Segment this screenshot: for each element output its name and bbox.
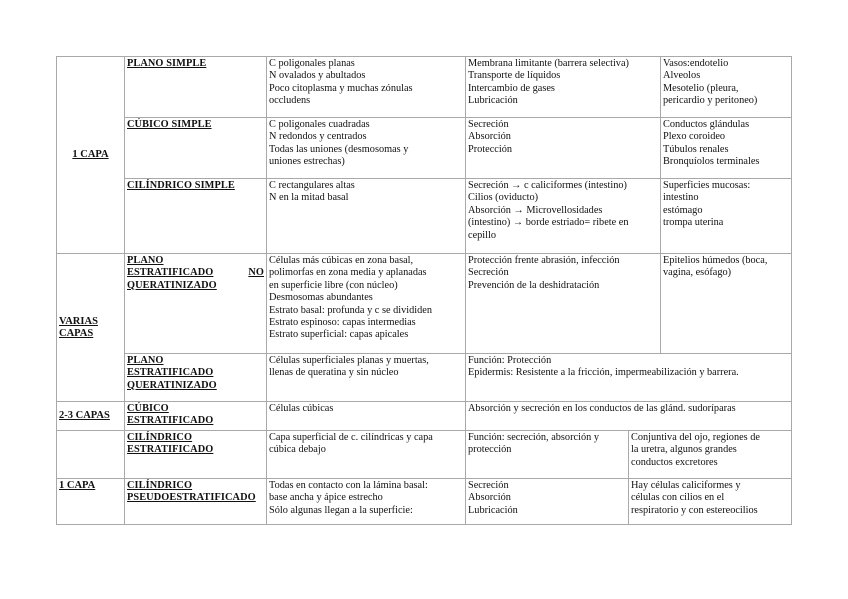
type-cell-plano-estratificado-queratinizado: PLANO ESTRATIFICADO QUERATINIZADO [125,354,267,402]
function-cell: Secreción Absorción Lubricación [466,479,629,525]
type-cell-cilindrico-simple: CILÍNDRICO SIMPLE [125,179,267,254]
type-cell-cilindrico-pseudoestratificado: CILÍNDRICO PSEUDOESTRATIFICADO [125,479,267,525]
location-cell: Vasos:endotelio Alveolos Mesotelio (pleura, pericardio y peritoneo) [661,57,792,118]
table-row [57,354,792,402]
structure-cell: Células más cúbicas en zona basal, polimorfas en zona media y aplanadas en superficie libre (con núcleo) Desmosomas abundantes Estrato basal: profunda y c se divididen Estrato espinoso: capas intermedias Estrato superficial: capas apicales [267,254,466,354]
location-cell: Conductos glándulas Plexo coroideo Túbulos renales Bronquíolos terminales [661,118,792,179]
location-cell: Epitelios húmedos (boca, vagina, esófago) [661,254,792,354]
table-row [57,179,792,254]
function-cell: Función: Protección Epidermis: Resistente a la fricción, impermeabilización y barrera. [466,354,792,402]
function-cell: Protección frente abrasión, infección Secreción Prevención de la deshidratación [466,254,661,354]
location-cell: Hay células caliciformes y células con cilios en el respiratorio y con estereocilios [629,479,792,525]
table-row [57,254,792,354]
function-cell: Función: secreción, absorción y protección [466,431,629,479]
type-cell-plano-simple: PLANO SIMPLE [125,57,267,118]
layer-cell-1-capa-bottom: 1 CAPA [57,479,125,525]
structure-cell: Capa superficial de c. cilíndricas y capa cúbica debajo [267,431,466,479]
structure-cell: C poligonales cuadradas N redondos y centrados Todas las uniones (desmosomas y uniones estrechas) [267,118,466,179]
table-row [57,479,792,525]
table-row [57,431,792,479]
table-row [57,118,792,179]
layer-cell-empty [57,431,125,479]
function-cell: Secreción → c caliciformes (intestino) Cilios (oviducto) Absorción → Microvellosidades (intestino) → borde estriado= ribete en cepillo [466,179,661,254]
structure-cell: Células superficiales planas y muertas, llenas de queratina y sin núcleo [267,354,466,402]
structure-cell: C poligonales planas N ovalados y abultados Poco citoplasma y muchas zónulas occludens [267,57,466,118]
function-cell: Absorción y secreción en los conductos de las glánd. sudoríparas [466,402,792,431]
layer-cell-varias-capas: VARIAS CAPAS [57,254,125,402]
table-row [57,402,792,431]
location-cell: Conjuntiva del ojo, regiones de la uretra, algunos grandes conductos excretores [629,431,792,479]
epithelium-table [56,56,792,525]
structure-cell: Todas en contacto con la lámina basal: base ancha y ápice estrecho Sólo algunas llegan a la superficie: [267,479,466,525]
table-row [57,57,792,118]
location-cell: Superficies mucosas: intestino estómago trompa uterina [661,179,792,254]
structure-cell: Células cúbicas [267,402,466,431]
layer-cell-2-3-capas: 2-3 CAPAS [57,402,125,431]
type-cell-cilindrico-estratificado: CILÍNDRICO ESTRATIFICADO [125,431,267,479]
type-cell-plano-estratificado-no-queratinizado: PLANO ESTRATIFICADO NO QUERATINIZADO [125,254,267,354]
type-cell-cubico-estratificado: CÚBICO ESTRATIFICADO [125,402,267,431]
type-cell-cubico-simple: CÚBICO SIMPLE [125,118,267,179]
function-cell: Secreción Absorción Protección [466,118,661,179]
function-cell: Membrana limitante (barrera selectiva) Transporte de líquidos Intercambio de gases Lubricación [466,57,661,118]
structure-cell: C rectangulares altas N en la mitad basal [267,179,466,254]
layer-cell-1-capa: 1 CAPA [57,57,125,254]
